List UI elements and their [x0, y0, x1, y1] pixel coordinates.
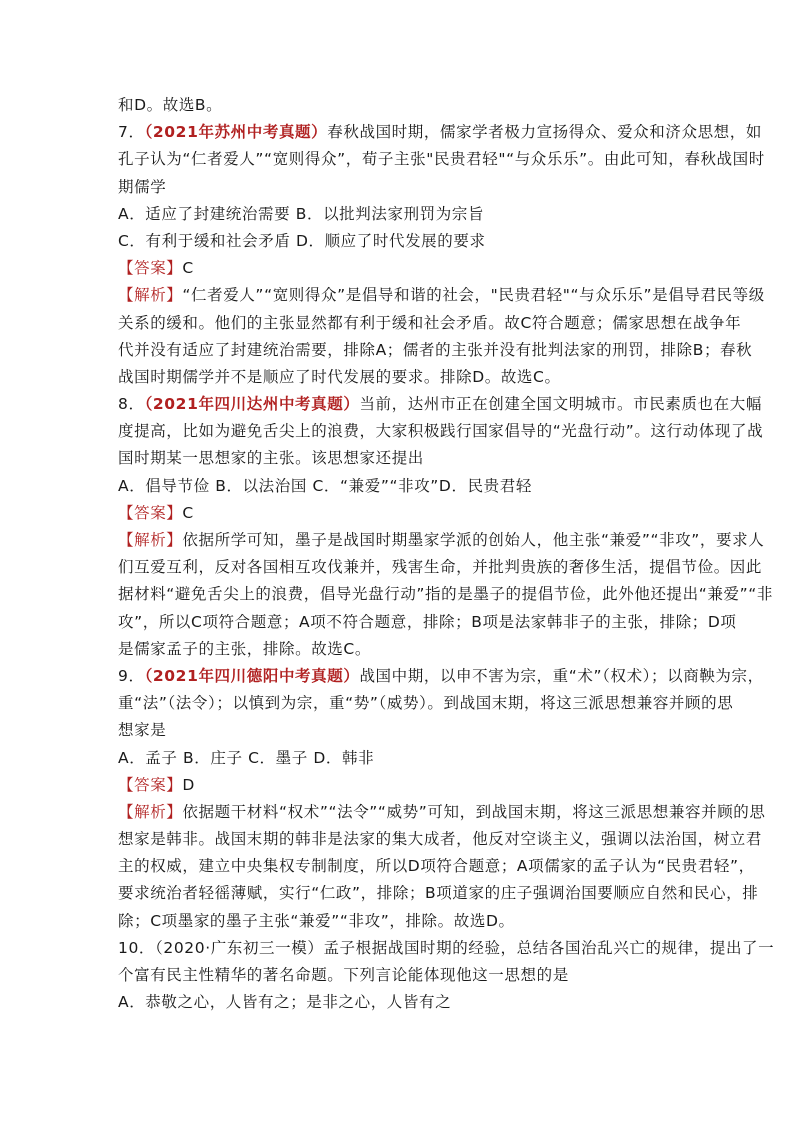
answer-label: 【答案】 [118, 259, 183, 278]
text-line [118, 201, 680, 228]
text-line [118, 500, 680, 527]
text-line [118, 418, 764, 445]
text-line [118, 772, 680, 799]
line-text: A．适应了封建统治需要 B．以批判法家刑罚为宗旨 [118, 204, 485, 223]
text-line [118, 473, 680, 500]
line-text: 重“法”（法令）；以慎到为宗，重“势”（威势）。到战国末期，将这三派思想兼容并顾的思 [118, 694, 734, 713]
line-text: 想家是 [118, 721, 167, 740]
text-line [118, 663, 764, 690]
analysis-label: 【解析】 [118, 802, 183, 821]
analysis-label: 【解析】 [118, 531, 183, 549]
line-text: 据材料“避免舌尖上的浪费，倡导光盘行动”指的是墨子的提倡节俭，此外他还提出“兼爱”“非 [118, 585, 773, 604]
text-line [118, 228, 680, 255]
text-line [118, 989, 680, 1016]
text-line [118, 255, 680, 282]
line-text: 9． [118, 666, 145, 685]
analysis-label: 【解析】 [118, 286, 183, 305]
line-text: A．恭敬之心，人皆有之；是非之心，人皆有之 [118, 993, 452, 1012]
document-page [118, 92, 775, 1016]
line-text: 7． [118, 123, 145, 142]
line-text: 依据题干材料“权术”“法令”“威势”可知，到战国末期，将这三派思想兼容并顾的思 [182, 802, 766, 821]
line-text: 8． [118, 395, 145, 414]
text-line [118, 391, 762, 418]
answer-label: 【答案】 [118, 503, 183, 522]
text-line [118, 282, 765, 309]
text-line [118, 880, 759, 907]
text-line [118, 92, 680, 119]
line-text: C [182, 259, 194, 278]
line-text: 期儒学 [118, 177, 167, 196]
line-text: C．有利于缓和社会矛盾 D．顺应了时代发展的要求 [118, 231, 486, 250]
text-line [118, 745, 680, 772]
text-line [118, 527, 765, 554]
line-text: 代并没有适应了封建统治需要，排除A；儒者的主张并没有批判法家的刑罚，排除B；春秋 [118, 340, 753, 359]
line-text: 除；C项墨家的墨子主张“兼爱”“非攻”，排除。故选D。 [118, 911, 515, 930]
question-source: （2021年四川达州中考真题） [144, 395, 360, 414]
text-line [118, 826, 763, 853]
line-text: 是儒家孟子的主张，排除。故选C。 [118, 639, 371, 658]
text-line [118, 609, 737, 636]
line-text: 战国时期儒学并不是顺应了时代发展的要求。排除D。故选C。 [118, 367, 561, 386]
question-source: （2021年四川德阳中考真题） [144, 666, 360, 685]
line-text: 当前，达州市正在创建全国文明城市。市民素质也在大幅 [359, 395, 762, 414]
text-line [118, 853, 755, 880]
text-line [118, 174, 680, 201]
line-text: 们互爱互利，反对各国相互攻伐兼并，残害生命，并批判贵族的奢侈生活，提倡节俭。因此 [118, 558, 763, 577]
text-line [118, 799, 766, 826]
line-text: 关系的缓和。他们的主张显然都有利于缓和社会矛盾。故C符合题意；儒家思想在战争年 [118, 313, 742, 332]
line-text: 孔子认为“仁者爱人”“宽则得众”，荀子主张"民贵君轻"“与众乐乐”。由此可知，春秋战国时 [118, 150, 765, 169]
line-text: 个富有民主性精华的著名命题。下列言论能体现他这一思想的是 [118, 966, 569, 984]
text-line [118, 581, 773, 608]
line-text: 和D。故选B。 [118, 96, 223, 114]
question-source: （2021年苏州中考真题） [144, 123, 328, 142]
text-line [118, 636, 680, 663]
answer-label: 【答案】 [118, 775, 183, 794]
line-text: 主的权威，建立中央集权专制制度，所以D项符合题意；A项儒家的孟子认为“民贵君轻”， [118, 857, 755, 876]
line-text: 度提高，比如为避免舌尖上的浪费，大家积极践行国家倡导的“光盘行动”。这行动体现了战 [118, 422, 764, 441]
line-text: 攻”，所以C项符合题意；A项不符合题意，排除；B项是法家韩非子的主张，排除；D项 [118, 612, 737, 631]
line-text: A．孟子 B．庄子 C．墨子 D．韩非 [118, 748, 375, 767]
line-text: 10．（2020·广东初三一模）孟子根据战国时期的经验，总结各国治乱兴亡的规律，提出了一 [118, 938, 775, 957]
text-line [118, 554, 763, 581]
text-line [118, 935, 775, 962]
line-text: C [182, 503, 194, 522]
line-text: 战国中期，以申不害为宗，重“术”（权术）；以商鞅为宗， [359, 666, 764, 685]
text-line [118, 310, 742, 337]
text-line [118, 119, 762, 146]
text-line [118, 146, 765, 173]
text-line [118, 908, 680, 935]
line-text: D [182, 775, 195, 794]
line-text: “仁者爱人”“宽则得众”是倡导和谐的社会，"民贵君轻"“与众乐乐”是倡导君民等级 [182, 286, 765, 305]
text-line [118, 690, 734, 717]
text-line [118, 445, 680, 472]
line-text: 依据所学可知，墨子是战国时期墨家学派的创始人，他主张“兼爱”“非攻”，要求人 [182, 531, 765, 549]
line-text: 要求统治者轻徭薄赋，实行“仁政”，排除；B项道家的庄子强调治国要顺应自然和民心，排 [118, 884, 759, 903]
line-text: 国时期某一思想家的主张。该思想家还提出 [118, 449, 424, 468]
text-line [118, 717, 680, 744]
text-line [118, 364, 680, 391]
line-text: 春秋战国时期，儒家学者极力宣扬得众、爱众和济众思想，如 [327, 123, 762, 142]
text-line [118, 337, 753, 364]
line-text: A．倡导节俭 B．以法治国 C．“兼爱”“非攻”D．民贵君轻 [118, 476, 532, 495]
text-line [118, 962, 680, 989]
line-text: 想家是韩非。战国末期的韩非是法家的集大成者，他反对空谈主义，强调以法治国，树立君 [118, 830, 763, 849]
